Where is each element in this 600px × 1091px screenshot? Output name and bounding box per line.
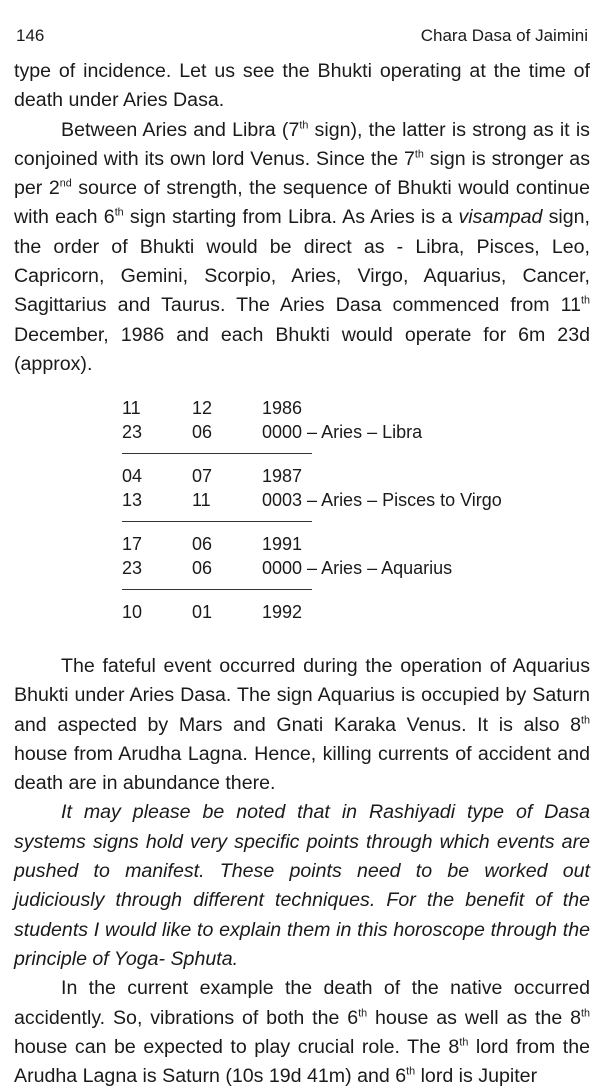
running-header	[16, 26, 588, 46]
italic-term: visampad	[458, 206, 543, 229]
table-divider	[122, 453, 312, 454]
paragraph-5: In the current example the death of the native occurred accidently. So, vibrations of both the 6th house as well as the 8th house can be expected to play crucial role. The 8th lord from the Arudha Lagna is Saturn (10s 19d 41m) and 6th lord is Jupiter	[14, 977, 590, 1088]
paragraph-2: Between Aries and Libra (7th sign), the latter is strong as it is conjoined with its own lord Venus. Since the 7th sign is stronger as per 2nd source of strength, the sequence of Bhukti would continue with each 6th sign starting from Libra. As Aries is a visampad sign, the order of Bhukti would be direct as - Libra, Pisces, Leo, Capricorn, Gemini, Scorpio, Aries, Virgo, Aquarius, Cancer, Sagittarius and Taurus. The Aries Dasa commenced from 11th December, 1986 and each Bhukti would operate for 6m 23d (approx).	[14, 118, 590, 375]
table-row: 04 07 1987	[122, 466, 303, 486]
table-row: 23 06 0000 – Aries – Libra	[122, 422, 423, 442]
paragraph-3: The fateful event occurred during the operation of Aquarius Bhukti under Aries Dasa. The sign Aquarius is occupied by Saturn and aspected by Mars and Gnati Karaka Venus. It is also 8th house from Arudha Lagna. Hence, killing currents of accident and death are in abundance there.	[14, 655, 590, 795]
table-row: 11 12 1986	[122, 398, 303, 418]
paragraph-4-italic-note: It may please be noted that in Rashiyadi type of Dasa systems signs hold very specific points through which events are pushed to manifest. These points need to be worked out judiciously through different techniques. For the benefit of the students I would like to explain them in this horoscope through the principle of Yoga- Sphuta.	[14, 801, 590, 970]
dasa-bhukti-table	[122, 396, 502, 624]
table-row: 13 11 0003 – Aries – Pisces to Virgo	[122, 490, 502, 510]
running-title: Chara Dasa of Jaimini	[420, 26, 588, 45]
table-divider	[122, 589, 312, 590]
paragraph-1: type of incidence. Let us see the Bhukti operating at the time of death under Aries Dasa.	[14, 60, 590, 112]
page-number: 146	[16, 26, 45, 45]
body-text-bottom	[14, 652, 590, 1091]
body-text-top	[14, 57, 590, 379]
table-row: 10 01 1992	[122, 602, 303, 622]
table-divider	[122, 521, 312, 522]
table-row: 17 06 1991	[122, 534, 303, 554]
table-row: 23 06 0000 – Aries – Aquarius	[122, 558, 453, 578]
